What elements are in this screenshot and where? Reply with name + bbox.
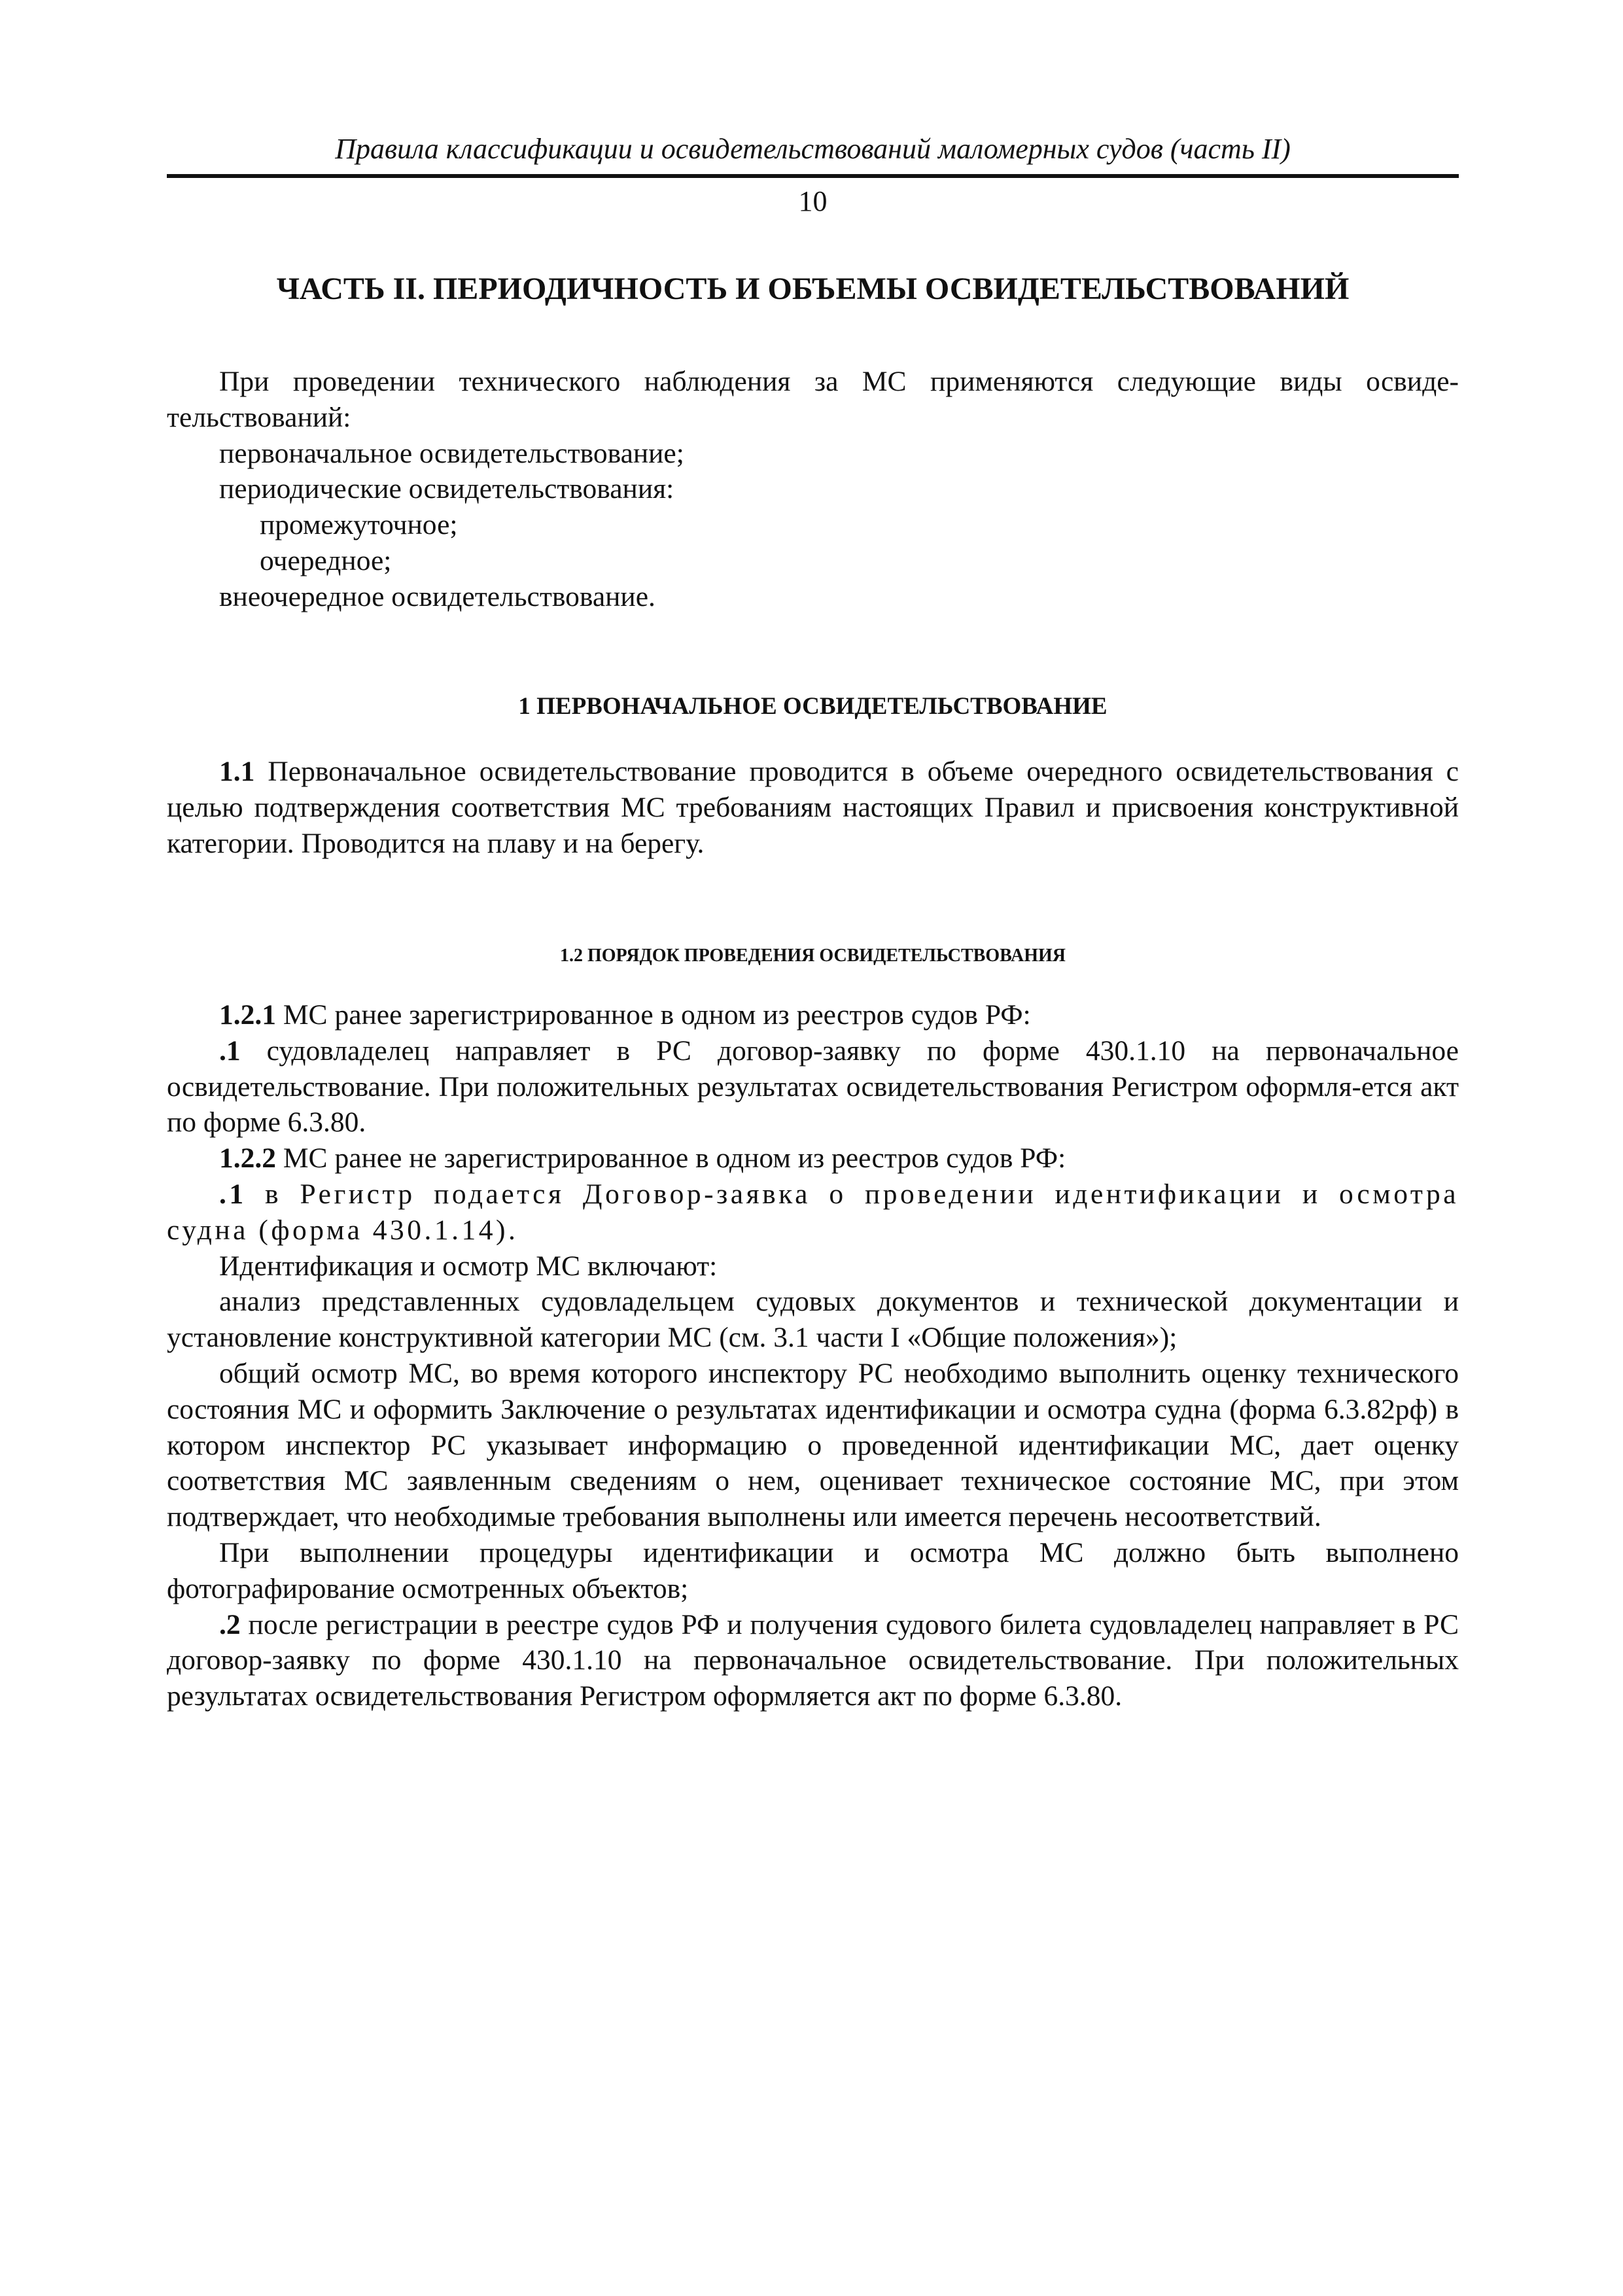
paragraph-text: судовладелец направляет в РС договор-заявку по форме 430.1.10 на первоначальное освидетельствование. При положительных результатах освидетельствования Регистром оформля-ется акт по форме 6.3.80. [167,1034,1459,1139]
paragraph-identification: Идентификация и осмотр МС включают: [219,1250,718,1282]
paragraph-text: после регистрации в реестре судов РФ и получения судового билета судовладелец направляет в РС договор-заявку по форме 430.1.10 на первоначальное освидетельствование. При положительных результатах освидетельствования Регистром оформляется акт по форме 6.3.80. [167,1608,1459,1712]
paragraph-number: .1 [219,1178,247,1210]
paragraph-text: МС ранее не зарегистрированное в одном из реестров судов РФ: [276,1142,1066,1174]
paragraph-text: в Регистр подается Договор-заявка о проведении идентификации и осмотра судна (форма 430.1.14). [167,1178,1459,1246]
intro-item-extraordinary: внеочередное освидетельствование. [219,580,655,612]
paragraph-1-2-2 [167,1140,1459,1176]
paragraph-1-2-1 [167,997,1459,1033]
intro-block [167,364,1459,615]
section-1-2-body [167,997,1459,1714]
paragraph-text: МС ранее зарегистрированное в одном из реестров судов РФ: [276,999,1031,1031]
paragraph-1-2-2-item-1 [167,1176,1459,1248]
paragraph-number: .1 [219,1034,241,1067]
paragraph-number: .2 [219,1608,241,1640]
intro-item-periodic: периодические освидетельствования: [219,473,674,505]
paragraph-general-inspection: общий осмотр МС, во время которого инспектору РС необходимо выполнить оценку технического состояния МС и оформить Заключение о результатах идентификации и осмотра судна (форма 6.3.82рф) в котором инспектор РС указывает информацию о проведенной идентификации МС, дает оценку соответствия МС заявленным сведениям о нем, оценивает техническое состояние МС, при этом подтверждает, что необходимые требования выполнены или имеется перечень несоответствий. [167,1357,1459,1533]
running-header: Правила классификации и освидетельствований маломерных судов (часть II) [335,133,1291,165]
intro-item-intermediate: промежуточное; [260,509,458,541]
paragraph-analysis: анализ представленных судовладельцем судовых документов и технической документации и установление конструктивной категории МС (см. 3.1 части I «Общие положения»); [167,1286,1459,1354]
paragraph-number: 1.2.2 [219,1142,276,1174]
intro-item-initial: первоначальное освидетельствование; [219,437,684,469]
header-rule [167,174,1459,178]
section-1-body [167,754,1459,861]
section-1-2-title: 1.2 ПОРЯДОК ПРОВЕДЕНИЯ ОСВИДЕТЕЛЬСТВОВАНИЯ [559,945,1066,966]
part-title: ЧАСТЬ II. ПЕРИОДИЧНОСТЬ И ОБЪЕМЫ ОСВИДЕТЕЛЬСТВОВАНИЙ [276,272,1350,306]
paragraph-photography: При выполнении процедуры идентификации и осмотра МС должно быть выполнено фотографирование осмотренных объектов; [167,1536,1459,1604]
paragraph-1-2-1-item-1 [167,1033,1459,1140]
section-1-title: 1 ПЕРВОНАЧАЛЬНОЕ ОСВИДЕТЕЛЬСТВОВАНИЕ [518,693,1108,720]
intro-lead: При проведении технического наблюдения за МС применяются следующие виды освиде-тельствований: [167,366,1459,433]
paragraph-text: Первоначальное освидетельствование проводится в объеме очередного освидетельствования с целью подтверждения соответствия МС требованиям настоящих Правил и присвоения конструктивной категории. Проводится на плаву и на берегу. [167,756,1459,859]
paragraph-number: 1.1 [219,756,255,787]
paragraph-number: 1.2.1 [219,999,276,1031]
paragraph-1-1 [167,754,1459,861]
intro-item-regular: очередное; [260,544,392,576]
page-number: 10 [798,185,828,217]
paragraph-1-2-2-item-2 [167,1607,1459,1714]
